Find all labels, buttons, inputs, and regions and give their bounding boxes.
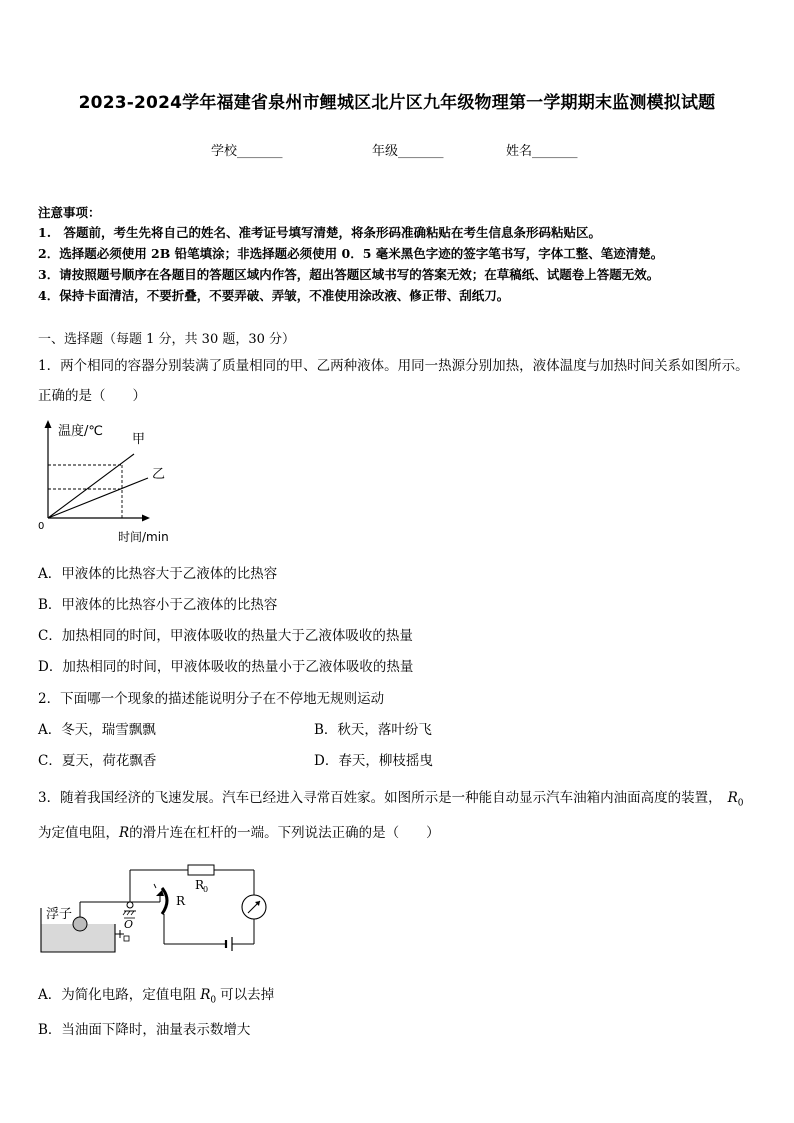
q2-option-b[interactable]: B．秋天，落叶纷飞 [314, 722, 432, 738]
q1-stem: 1．两个相同的容器分别装满了质量相同的甲、乙两种液体。用同一热源分别加热，液体温度与加热时间关系如图所示。 [38, 358, 749, 374]
note-item: 1. 答题前，考生先将自己的姓名、准考证号填写清楚，将条形码准确粘贴在考生信息条形码粘贴区。 [38, 225, 602, 240]
note-item: 2．选择题必须使用 2B 铅笔填涂；非选择题必须使用 0．5 毫米黑色字迹的签字笔书写，字体工整、笔迹清楚。 [38, 246, 664, 261]
y-axis-arrow [45, 420, 52, 428]
r0-subscript: 0 [210, 995, 217, 1006]
q2-option-d[interactable]: D．春天，柳枝摇曳 [314, 753, 433, 769]
tank-spout-cap [124, 936, 129, 941]
x-axis-label: 时间/min [118, 530, 169, 544]
temperature-time-graph [34, 418, 184, 544]
q2-stem: 2．下面哪一个现象的描述能说明分子在不停地无规则运动 [38, 691, 385, 707]
r0-symbol: R [200, 987, 211, 1003]
float [73, 917, 87, 931]
line-jia-label: 甲 [132, 432, 146, 447]
q1-option-c[interactable]: C．加热相同的时间，甲液体吸收的热量大于乙液体吸收的热量 [38, 628, 413, 644]
q3-option-a-text: A．为简化电路，定值电阻 [38, 987, 197, 1003]
y-axis-label: 温度/℃ [58, 424, 103, 439]
q3-stem-cont [38, 821, 440, 841]
page-title: 2023-2024学年福建省泉州市鲤城区北片区九年级物理第一学期期末监测模拟试题 [78, 93, 716, 113]
fixed-resistor-r0 [188, 865, 214, 875]
origin-label: 0 [38, 521, 45, 532]
r-symbol: R [119, 825, 130, 841]
line-yi-label: 乙 [152, 467, 166, 482]
r0-symbol: R [727, 790, 738, 806]
variable-resistor [162, 888, 167, 914]
line-yi [48, 478, 148, 518]
r0-subscript: 0 [737, 798, 744, 809]
q1-stem-cont: 正确的是（ ） [38, 388, 146, 404]
note-item: 4．保持卡面清洁，不要折叠，不要弄破、弄皱，不准使用涂改液、修正带、刮纸刀。 [38, 288, 510, 303]
pivot [127, 902, 133, 908]
r-label: R [176, 894, 186, 908]
q1-option-a[interactable]: A．甲液体的比热容大于乙液体的比热容 [38, 566, 278, 582]
q3-stem-text: 为定值电阻， [38, 825, 119, 841]
note-item: 3．请按照题号顺序在各题目的答题区域内作答，超出答题区域书写的答案无效；在草稿纸、试题卷上答题无效。 [38, 267, 660, 282]
q3-option-a-text: 可以去掉 [220, 987, 275, 1003]
pivot-hatch [127, 911, 130, 915]
grade-field: 年级_______ [372, 144, 444, 159]
slider-mark [154, 884, 156, 888]
fuel-gauge-circuit [38, 858, 278, 958]
name-field: 姓名_______ [506, 144, 578, 159]
q1-option-b[interactable]: B．甲液体的比热容小于乙液体的比热容 [38, 597, 278, 613]
notes-heading: 注意事项： [38, 205, 101, 220]
q1-option-d[interactable]: D．加热相同的时间，甲液体吸收的热量小于乙液体吸收的热量 [38, 659, 414, 675]
q3-option-a[interactable] [38, 983, 274, 1006]
r0-label-sub: 0 [203, 885, 209, 894]
pivot-label: O [124, 918, 134, 931]
school-field: 学校_______ [211, 144, 283, 159]
float-label: 浮子 [46, 907, 73, 922]
pivot-hatch [131, 911, 134, 915]
line-jia [48, 454, 134, 518]
pivot-hatch [123, 911, 126, 915]
x-axis-arrow [142, 515, 150, 522]
q3-option-b[interactable]: B．当油面下降时，油量表示数增大 [38, 1022, 251, 1038]
q2-option-c[interactable]: C．夏天，荷花飘香 [38, 753, 157, 769]
q3-stem-text: 3．随着我国经济的飞速发展。汽车已经进入寻常百姓家。如图所示是一种能自动显示汽车油箱内油面高度的装置， [38, 790, 722, 806]
q3-stem [38, 786, 744, 809]
q2-option-a[interactable]: A．冬天，瑞雪飘飘 [38, 722, 156, 738]
section-heading: 一、选择题（每题 1 分，共 30 题，30 分） [38, 332, 296, 347]
r0-label: R [195, 878, 205, 892]
q3-stem-text: 的滑片连在杠杆的一端。下列说法正确的是（ ） [129, 825, 440, 841]
